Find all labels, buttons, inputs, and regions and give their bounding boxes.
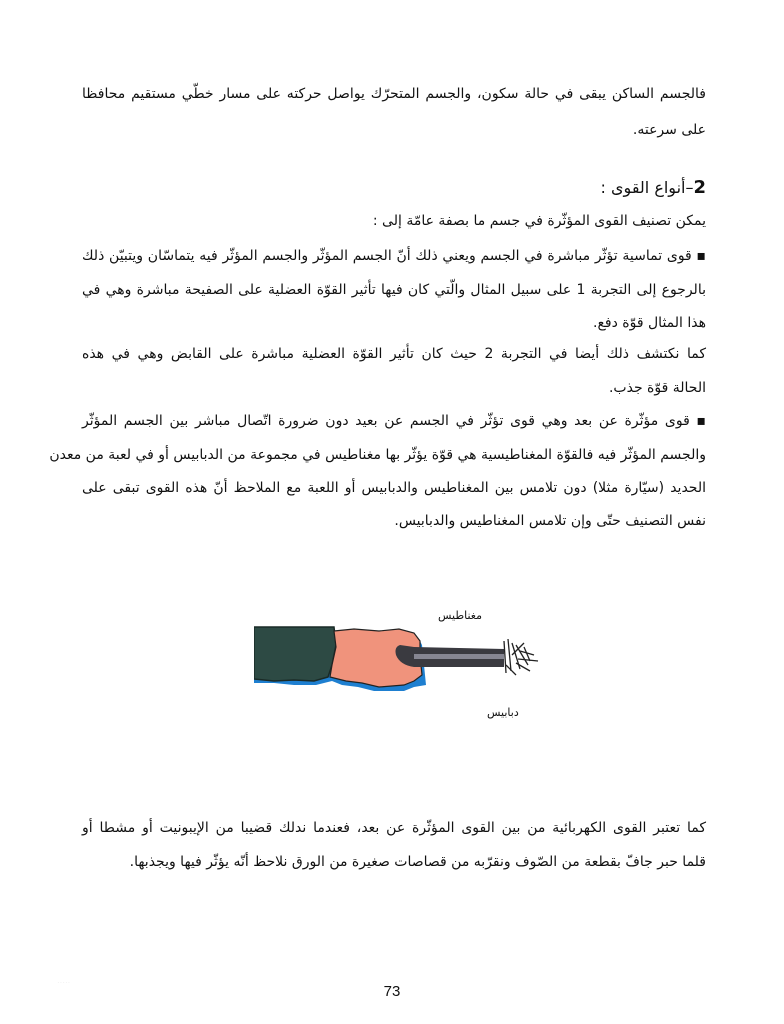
intro-line-2: على سرعته.	[632, 122, 706, 138]
section-dash: –	[685, 178, 694, 197]
contact-forces-line-1: ▪ قوى تماسية تؤثّر مباشرة في الجسم ويعني ذلك أنّ الجسم المؤثّر والجسم المؤثّر فيه يتماسّان ويتبيّن ذلك	[82, 248, 706, 264]
magnet-illustration	[254, 625, 554, 705]
contact-forces-line-2: بالرجوع إلى التجربة 1 على سبيل المثال والّتي كان فيها تأثير القوّة العضلية على الصفيحة مباشرة وهي في	[82, 282, 706, 298]
hand-magnet-pins-icon	[254, 625, 554, 705]
section-heading	[601, 177, 706, 199]
section-title: أنواع القوى :	[600, 178, 686, 197]
figure-label-pins: دبابيس	[487, 706, 519, 719]
faint-mark: ·····	[57, 978, 71, 987]
distance-forces-line-3: الحديد (سيّارة مثلا) دون تلامس بين المغناطيس والدبابيس أو اللعبة مع الملاحظ أنّ هذه القوى تبقى على	[82, 480, 706, 496]
distance-forces-line-4: نفس التصنيف حتّى وإن تلامس المغناطيس والدبابيس.	[394, 513, 706, 529]
contact-forces-line-3: هذا المثال قوّة دفع.	[593, 315, 706, 331]
figure-label-magnet: مغناطيس	[438, 609, 482, 622]
electric-forces-line-2: قلما حبر جافّ بقطعة من الصّوف ونقرّبه من قصاصات صغيرة من الورق نلاحظ أنّه يؤثّر فيها ويجذبها.	[129, 854, 706, 870]
contact-forces-2-line-1: كما نكتشف ذلك أيضا في التجربة 2 حيث كان تأثير القوّة العضلية مباشرة على القابض وهي في هذه	[82, 346, 706, 362]
page-number: 73	[383, 983, 401, 1000]
section-number: 2	[693, 177, 706, 198]
distance-forces-line-2: والجسم المؤثّر فيه فالقوّة المغناطيسية هي قوّة يؤثّر بها مغناطيس في مجموعة من الدبابيس أو في لعبة من معدن	[49, 447, 706, 463]
intro-line-1: فالجسم الساكن يبقى في حالة سكون، والجسم المتحرّك يواصل حركته على مسار خطّي مستقيم محافظا	[82, 86, 706, 102]
distance-forces-line-1: ▪ قوى مؤثّرة عن بعد وهي قوى تؤثّر في الجسم عن بعيد دون ضرورة اتّصال مباشر بين الجسم المؤثّر	[82, 413, 706, 429]
contact-forces-2-line-2: الحالة قوّة جذب.	[608, 380, 706, 396]
electric-forces-line-1: كما تعتبر القوى الكهربائية من بين القوى المؤثّرة عن بعد، فعندما ندلك قضيبا من الإيبونيت أو مشطا أو	[82, 820, 706, 836]
section-lead: يمكن تصنيف القوى المؤثّرة في جسم ما بصفة عامّة إلى :	[372, 213, 706, 229]
